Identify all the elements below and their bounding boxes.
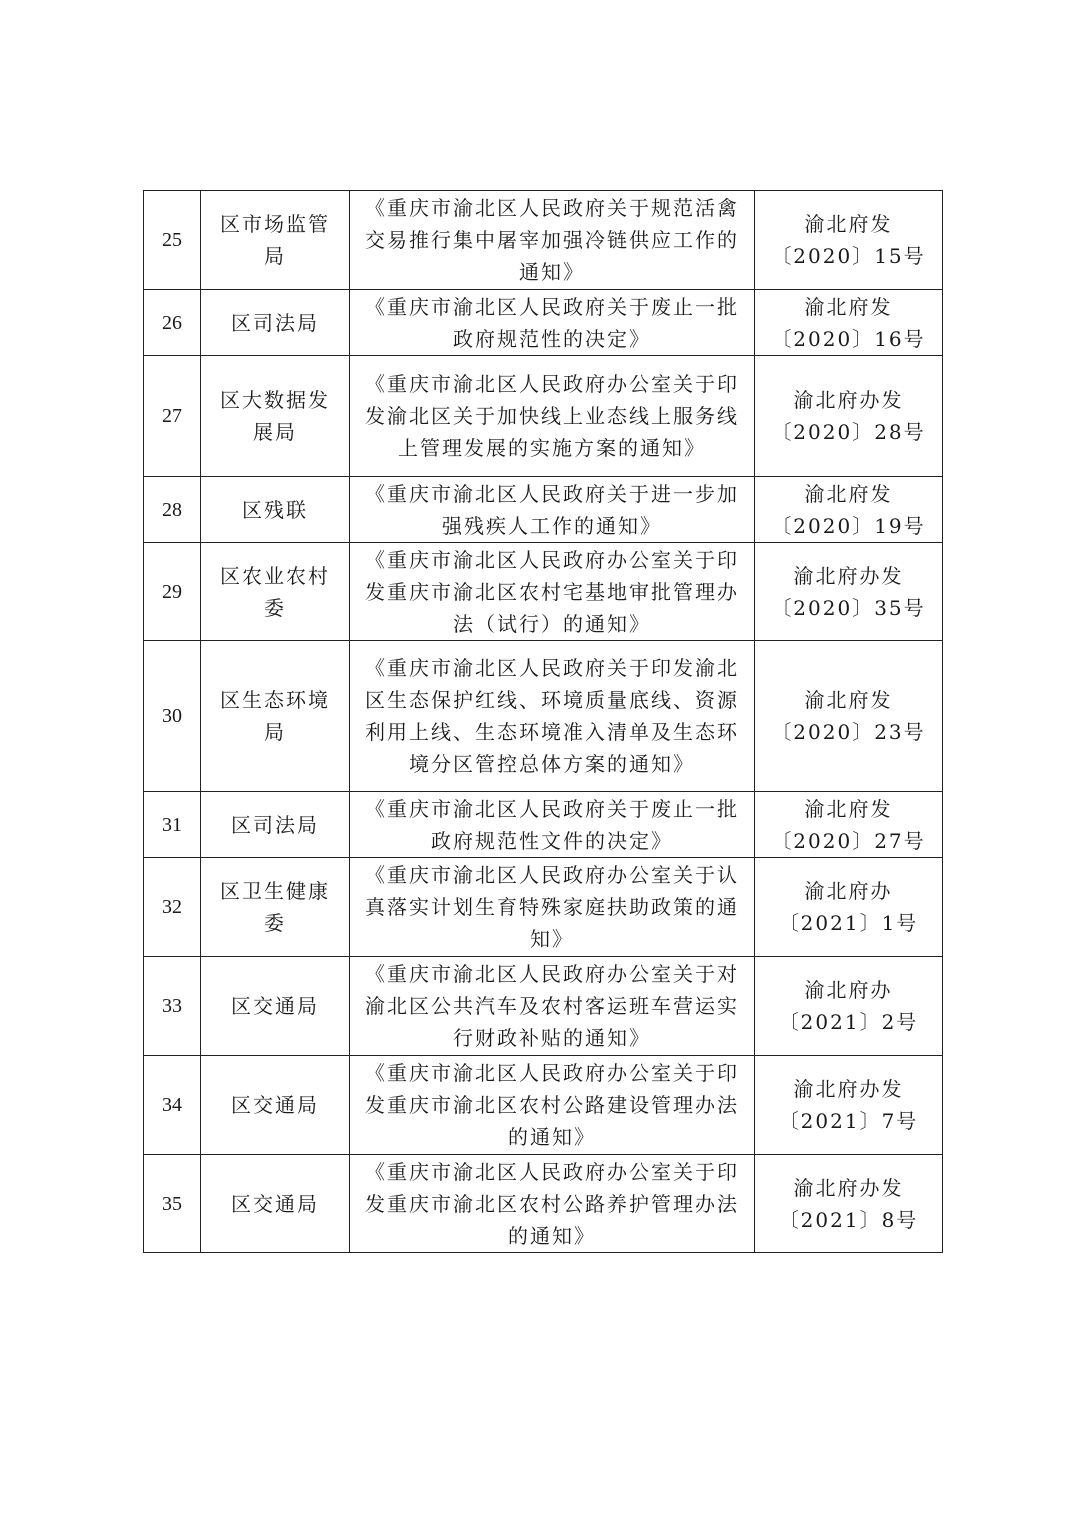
- issuing-unit: 区生态环境局: [201, 641, 350, 792]
- issuing-unit: 区市场监管局: [201, 191, 350, 290]
- table-row: [144, 191, 943, 290]
- row-number: 29: [144, 543, 201, 641]
- document-number: 渝北府发〔2020〕27号: [755, 792, 943, 858]
- document-number: 渝北府发〔2020〕23号: [755, 641, 943, 792]
- document-number: 渝北府发〔2020〕15号: [755, 191, 943, 290]
- document-title: 《重庆市渝北区人民政府关于废止一批政府规范性的决定》: [350, 290, 755, 356]
- issuing-unit: 区交通局: [201, 1056, 350, 1155]
- row-number: 35: [144, 1155, 201, 1253]
- document-title: 《重庆市渝北区人民政府办公室关于印发重庆市渝北区农村公路养护管理办法的通知》: [350, 1155, 755, 1253]
- issuing-unit: 区司法局: [201, 290, 350, 356]
- row-number: 32: [144, 858, 201, 957]
- row-number: 34: [144, 1056, 201, 1155]
- table-row: [144, 641, 943, 792]
- table-row: [144, 477, 943, 543]
- issuing-unit: 区残联: [201, 477, 350, 543]
- issuing-unit: 区大数据发展局: [201, 356, 350, 477]
- document-title: 《重庆市渝北区人民政府关于废止一批政府规范性文件的决定》: [350, 792, 755, 858]
- document-number: 渝北府办发〔2021〕7号: [755, 1056, 943, 1155]
- table-row: [144, 543, 943, 641]
- table-row: [144, 1056, 943, 1155]
- issuing-unit: 区卫生健康委: [201, 858, 350, 957]
- document-number: 渝北府发〔2020〕19号: [755, 477, 943, 543]
- document-title: 《重庆市渝北区人民政府办公室关于印发重庆市渝北区农村宅基地审批管理办法（试行）的通知》: [350, 543, 755, 641]
- table-row: [144, 858, 943, 957]
- table-row: [144, 957, 943, 1056]
- document-title: 《重庆市渝北区人民政府关于进一步加强残疾人工作的通知》: [350, 477, 755, 543]
- issuing-unit: 区司法局: [201, 792, 350, 858]
- document-title: 《重庆市渝北区人民政府关于印发渝北区生态保护红线、环境质量底线、资源利用上线、生态环境准入清单及生态环境分区管控总体方案的通知》: [350, 641, 755, 792]
- issuing-unit: 区交通局: [201, 957, 350, 1056]
- row-number: 28: [144, 477, 201, 543]
- table-row: [144, 1155, 943, 1253]
- document-table: [143, 190, 943, 1253]
- document-title: 《重庆市渝北区人民政府办公室关于印发渝北区关于加快线上业态线上服务线上管理发展的实施方案的通知》: [350, 356, 755, 477]
- row-number: 26: [144, 290, 201, 356]
- issuing-unit: 区交通局: [201, 1155, 350, 1253]
- document-title: 《重庆市渝北区人民政府办公室关于印发重庆市渝北区农村公路建设管理办法的通知》: [350, 1056, 755, 1155]
- document-title: 《重庆市渝北区人民政府关于规范活禽交易推行集中屠宰加强冷链供应工作的通知》: [350, 191, 755, 290]
- document-number: 渝北府办发〔2021〕8号: [755, 1155, 943, 1253]
- table-row: [144, 792, 943, 858]
- row-number: 33: [144, 957, 201, 1056]
- row-number: 30: [144, 641, 201, 792]
- table-row: [144, 356, 943, 477]
- document-number: 渝北府办发〔2020〕35号: [755, 543, 943, 641]
- row-number: 25: [144, 191, 201, 290]
- document-title: 《重庆市渝北区人民政府办公室关于对渝北区公共汽车及农村客运班车营运实行财政补贴的通知》: [350, 957, 755, 1056]
- document-number: 渝北府办发〔2020〕28号: [755, 356, 943, 477]
- document-number: 渝北府办〔2021〕2号: [755, 957, 943, 1056]
- document-number: 渝北府办〔2021〕1号: [755, 858, 943, 957]
- document-number: 渝北府发〔2020〕16号: [755, 290, 943, 356]
- issuing-unit: 区农业农村委: [201, 543, 350, 641]
- document-title: 《重庆市渝北区人民政府办公室关于认真落实计划生育特殊家庭扶助政策的通知》: [350, 858, 755, 957]
- row-number: 31: [144, 792, 201, 858]
- row-number: 27: [144, 356, 201, 477]
- table-row: [144, 290, 943, 356]
